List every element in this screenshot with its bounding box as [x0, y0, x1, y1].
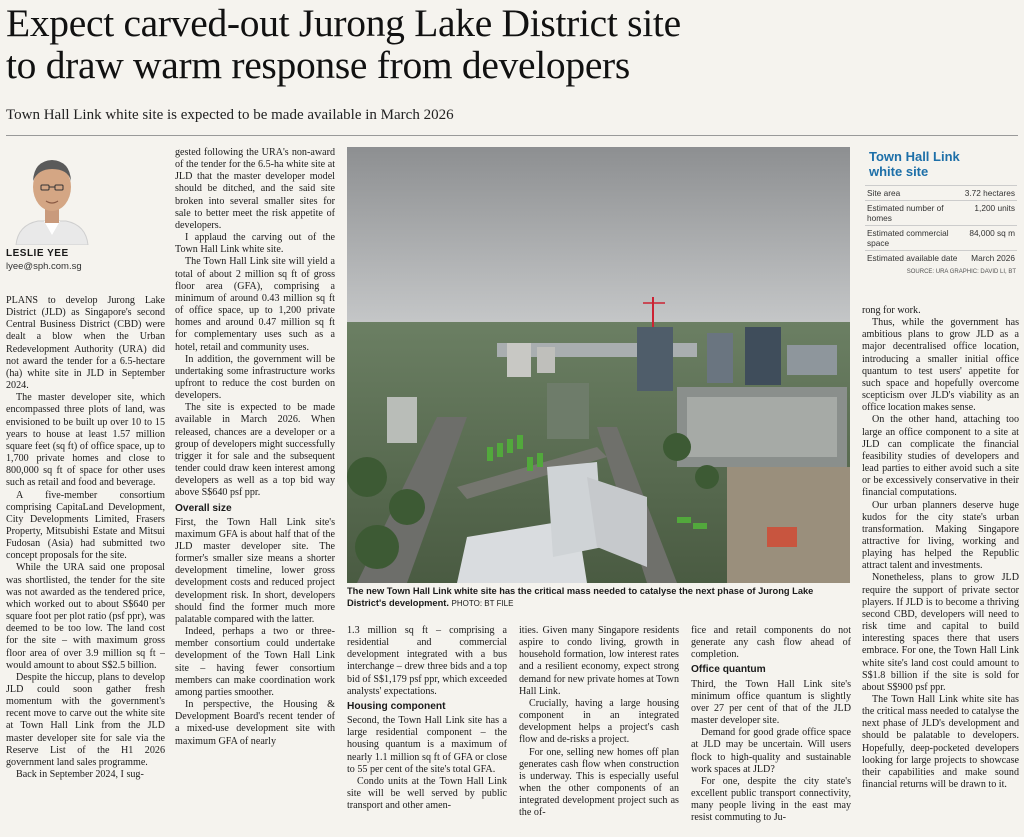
factbox-row	[865, 201, 1017, 226]
paragraph: The Town Hall Link site will yield a total of about 2 million sq ft of gross floor area (GFA), comprising a minimum of around 0.43 million sq ft of office space, up to 1,200 private homes and around 0.47 million sq ft for complementary uses such as a hotel, retail and community uses.	[175, 256, 335, 353]
author-photo	[8, 145, 96, 245]
article-column-2	[175, 147, 335, 837]
paragraph: Crucially, having a large housing component in an integrated development helps a project's cash flow and de-risks a project.	[519, 697, 679, 746]
factbox-value: 84,000 sq m	[963, 226, 1017, 251]
article-column-4	[519, 625, 679, 837]
factbox-row	[865, 186, 1017, 201]
factbox-label: Estimated available date	[865, 251, 963, 266]
paragraph: Back in September 2024, I sug-	[16, 769, 144, 781]
factbox-title-line-1: Town Hall Link	[869, 149, 960, 164]
factbox-label: Estimated number of homes	[865, 201, 963, 226]
paragraph: fice and retail components do not generate any cash flow ahead of completion.	[691, 625, 851, 661]
header-rule	[6, 135, 1018, 136]
paragraph: For one, despite the city state's excellent public transport connectivity, many people living in the east may resist commuting to Ju-	[691, 775, 851, 824]
photo-caption	[347, 586, 850, 609]
article-column-3	[347, 625, 507, 837]
subheading-housing-component: Housing component	[347, 700, 446, 712]
paragraph: gested following the URA's non-award of the tender for the 6.5-ha white site at JLD that the master developer model should be ditched, and the said site broken into several smaller sites for sale to better meet the risk appetite of developers.	[175, 147, 335, 231]
paragraph: Despite the hiccup, plans to develop JLD could soon gather fresh momentum with the government's recent move to carve out the white site at Town Hall Link from the JLD master developer site for sale via the Reserve List of the H1 2026 government land sales programme.	[6, 671, 165, 768]
factbox	[865, 147, 1020, 275]
paragraph: Our urban planners deserve huge kudos for the city state's urban transformation. Making Singapore attractive for living, working and playing has helped the Republic attract talent and investments.	[862, 499, 1019, 572]
paragraph: Nonetheless, plans to grow JLD require the support of private sector players. If JLD is to become a thriving second CBD, developers will need to risk time and capital to build interesting spaces there that users embrace. For one, the Town Hall Link white site's land cost could amount to S$1.8 billion if the site is sold for about S$900 psf ppr.	[862, 572, 1019, 693]
article-column-6	[862, 305, 1019, 837]
factbox-title-line-2: white site	[869, 164, 929, 179]
paragraph: Demand for good grade office space at JLD may be uncertain. Will users flock to high-quality and sustainable work spaces at JLD?	[691, 727, 851, 775]
paragraph: rong for work.	[862, 305, 921, 316]
paragraph: For one, selling new homes off plan generates cash flow when construction is underway. This is especially useful when the other components of an integrated development project such as the of-	[519, 746, 679, 819]
factbox-row	[865, 251, 1017, 266]
paragraph: While the URA said one proposal was shortlisted, the tender for the site was not awarded as the tendered price, which worked out to about S$640 per square foot per plot ratio (psf ppr), was deemed to be too low. The land cost for the site – with maximum gross floor area of over 3.9 million sq ft – would amount to about S$2.5 billion.	[6, 562, 165, 671]
paragraph: Second, the Town Hall Link site has a large residential component – the housing quantum is a maximum of nearly 1.1 million sq ft of GFA or close to 55 per cent of the site's total GFA.	[347, 715, 507, 775]
article-column-1	[6, 295, 165, 837]
paragraph: I applaud the carving out of the Town Hall Link white site.	[175, 232, 335, 256]
paragraph: The site is expected to be made available in March 2026. When released, chances are a developer or a group of developers might successfully trigger it for sale and the subsequent tender could draw keen interest among developers as well as a top bid way above S$640 psf ppr.	[175, 402, 335, 499]
paragraph: First, the Town Hall Link site's maximum GFA is about half that of the JLD master developer site. The former's smaller size means a shorter development timeline, lower gross development costs and reduced project development risk. In short, developers should find the former much more palatable compared with the latter.	[175, 516, 335, 625]
factbox-label: Estimated commercial space	[865, 226, 963, 251]
article-column-5	[691, 625, 851, 837]
paragraph: The Town Hall Link white site has the critical mass needed to catalyse the next phase of JLD's development and should be palatable to developers. Hopefully, deep-pocketed developers looking for large projects to showcase their capabilities and make sound financial returns will be drawn to it.	[862, 694, 1019, 791]
paragraph: In perspective, the Housing & Development Board's recent tender of a mixed-use development site with maximum GFA of nearly	[175, 699, 335, 747]
factbox-title	[869, 149, 1020, 179]
photo-credit: PHOTO: BT FILE	[451, 598, 514, 608]
aerial-photo	[347, 147, 850, 583]
caption-text: The new Town Hall Link white site has the critical mass needed to catalyse the next phase of Jurong Lake District's development.	[347, 586, 814, 608]
author-name: LESLIE YEE	[6, 248, 69, 259]
factbox-value: 3.72 hectares	[963, 186, 1017, 201]
factbox-value: 1,200 units	[963, 201, 1017, 226]
author-email[interactable]: lyee@sph.com.sg	[6, 261, 82, 272]
paragraph: Third, the Town Hall Link site's minimum office quantum is slightly over 27 per cent of that of the JLD master developer site.	[691, 678, 851, 727]
factbox-row	[865, 226, 1017, 251]
paragraph: A five-member consortium comprising CapitaLand Development, City Developments Limited, Frasers Property, Mitsubishi Estate and Mitsui Fudosan (Asia) had submitted two concept proposals for the site.	[6, 489, 165, 562]
subheading-office-quantum: Office quantum	[691, 664, 766, 676]
deck-subtitle: Town Hall Link white site is expected to be made available in March 2026	[6, 107, 454, 123]
subheading-overall-size: Overall size	[175, 502, 232, 514]
paragraph: Indeed, perhaps a two or three-member consortium could undertake development of the Town Hall Link site – having fewer consortium members can make coordination work among parties smoother.	[175, 626, 335, 698]
factbox-source: SOURCE: URA GRAPHIC: DAVID LI, BT	[906, 269, 1016, 275]
headline-line-2: to draw warm response from developers	[6, 43, 630, 87]
headline-line-1: Expect carved-out Jurong Lake District site	[6, 1, 681, 45]
paragraph: ities. Given many Singapore residents aspire to condo living, growth in household formation, low interest rates and a resilient economy, expect strong demand for new private homes at Town Hall Link.	[519, 625, 679, 697]
paragraph: 1.3 million sq ft – comprising a residential and commercial development integrated with a bus interchange – drew three bids and a top bid of S$1,179 psf ppr, which exceeded analysts' expectations.	[347, 625, 507, 697]
factbox-value: March 2026	[963, 251, 1017, 266]
paragraph: On the other hand, attaching too large an office component to a site at JLD can complicate the financial feasibility studies of developers and lead parties to either avoid such a site or be excessively conservative in their financial computations.	[862, 414, 1019, 499]
headline	[6, 2, 1016, 86]
paragraph: Thus, while the government has ambitious plans to grow JLD as a major decentralised office location, introducing a smaller initial office quantum to test users' appetite for such space and hopefully overcome scepticism over JLD's viability as an office location makes sense.	[862, 317, 1019, 414]
paragraph: In addition, the government will be undertaking some infrastructure works upfront to reduce the cost burden on developers.	[175, 353, 335, 402]
paragraph: The master developer site, which encompassed three plots of land, was envisioned to be built up over 10 to 15 years to house at least 1.57 million square feet (sq ft) of office space, up to 1,700 private homes and close to 800,000 sq ft of space for other uses such as retail and food and beverage.	[6, 392, 165, 489]
paragraph: Condo units at the Town Hall Link site will be well served by public transport and other amen-	[347, 775, 507, 812]
factbox-table	[865, 185, 1017, 265]
paragraph: PLANS to develop Jurong Lake District (JLD) as Singapore's second Central Business District (CBD) were dealt a blow when the Urban Redevelopment Authority (URA) did not award the tender for a 6.5-hectare (ha) white site in JLD in September 2024.	[6, 295, 165, 392]
factbox-label: Site area	[865, 186, 963, 201]
